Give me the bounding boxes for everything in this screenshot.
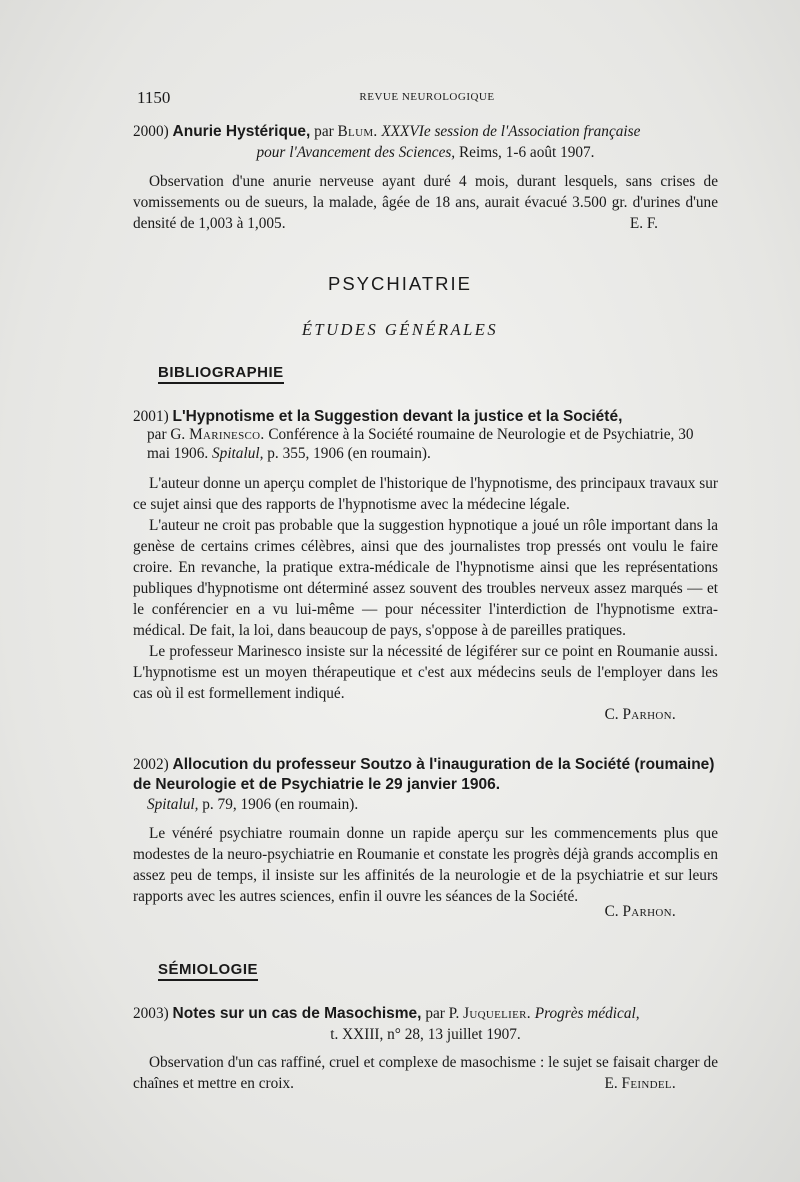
entry-signature: E. F. <box>629 215 658 232</box>
entry-journal: Spitalul, <box>147 796 199 813</box>
entry-number: 2001) <box>133 408 169 425</box>
entry-author: Marinesco. <box>189 426 265 443</box>
entry-signature: E. Feindel. <box>604 1075 676 1092</box>
heading-semiologie: SÉMIOLOGIE <box>158 961 258 981</box>
entry-title: Anurie Hystérique, <box>172 123 311 140</box>
entry-author: Blum. <box>337 123 378 140</box>
entry-signature: C. Parhon. <box>604 903 676 920</box>
subsection-title: ÉTUDES GÉNÉRALES <box>301 320 499 339</box>
entry-heading: 2000) Anurie Hystérique, par Blum. XXXVIe session de l'Association française pour l'Avancement des Sciences, Reims, 1-6 août 1907. <box>133 123 641 161</box>
entry-journal: Spitalul, <box>212 445 264 462</box>
entry-paragraph: L'auteur donne un aperçu complet de l'historique de l'hypnotisme, des principaux travaux sur ce sujet ainsi que des rapports de l'hypnotisme avec la médecine légale. <box>133 475 718 513</box>
entry-title: Notes sur un cas de Masochisme, <box>172 1005 422 1022</box>
entry-number: 2000) <box>133 123 169 140</box>
heading-bibliographie: BIBLIOGRAPHIE <box>158 364 284 384</box>
entry-body: Le vénéré psychiatre roumain donne un rapide aperçu sur les commencements plus que modestes de la neuro-psychiatrie en Roumanie et constate les progrès déjà grands accomplis en assez peu de temps, il insiste sur les affinités de la neurologie et de la psychiatrie et sur leurs rapports avec les autres sciences, enfin il ouvre les séances de la Société. <box>133 825 718 905</box>
entry-number: 2002) <box>133 756 169 773</box>
entry-journal: Progrès médical, <box>534 1005 640 1022</box>
entry-title: L'Hypnotisme et la Suggestion devant la justice et la Société, <box>172 408 623 425</box>
entry-heading: 2002) Allocution du professeur Soutzo à l'inauguration de la Société (roumaine) de Neurologie et de Psychiatrie le 29 janvier 1906. Spitalul, p. 79, 1906 (en roumain). <box>133 756 715 813</box>
entry-number: 2003) <box>133 1005 169 1022</box>
entry-source: XXXVIe session de l'Association française <box>381 123 641 140</box>
entry-2001 <box>133 406 718 725</box>
page-header <box>137 88 717 108</box>
section-title: PSYCHIATRIE <box>328 273 472 294</box>
entry-heading: 2003) Notes sur un cas de Masochisme, par P. Juquelier. Progrès médical, t. XXIII, n° 28, 13 juillet 1907. <box>133 1005 640 1043</box>
entry-body: Observation d'une anurie nerveuse ayant duré 4 mois, durant lesquels, sans crises de vomissements ou de sueurs, la malade, âgée de 18 ans, aurait évacué 3.500 gr. d'urines d'une densité de 1,003 à 1,005. <box>133 173 718 232</box>
entry-paragraph: L'auteur ne croit pas probable que la suggestion hypnotique a joué un rôle important dans la genèse de certains crimes célèbres, ainsi que des journalistes trop pressés ont voulu le faire croire. En revanche, la pratique extra-médicale de l'hypnotisme ainsi que les représentations publiques d'hypnotisme ont déterminé assez souvent des troubles nerveux assez marqués — et le conférencier en a vu lui-même — pour nécessiter l'interdiction de l'hypnotisme extra-médical. De fait, la loi, dans beaucoup de pays, s'oppose à de pareilles pratiques. <box>133 517 718 639</box>
entry-heading: 2001) L'Hypnotisme et la Suggestion devant la justice et la Société, par G. Marinesco. Conférence à la Société roumaine de Neurologie et de Psychiatrie, 30 mai 1906. Spitalul, p. 355, 1906 (en roumain). <box>133 408 694 462</box>
entry-author: Juquelier. <box>463 1005 531 1022</box>
entry-body: Observation d'un cas raffiné, cruel et complexe de masochisme : le sujet se faisait charger de chaînes et mettre en croix. <box>133 1054 718 1092</box>
entry-2000 <box>133 121 718 234</box>
entry-2003 <box>133 1003 718 1094</box>
page-number: 1150 <box>137 88 171 107</box>
entry-title: Allocution du professeur Soutzo à l'inauguration de la Société (roumaine) de Neurologie et de Psychiatrie le 29 janvier 1906. <box>133 756 715 793</box>
entry-signature: C. Parhon. <box>604 706 676 723</box>
running-title: REVUE NEUROLOGIQUE <box>359 91 495 103</box>
entry-paragraph: Le professeur Marinesco insiste sur la nécessité de légiférer sur ce point en Roumanie aussi. L'hypnotisme est un moyen thérapeutique et c'est aux médecins seuls de l'employer dans les cas où il est formellement indiqué. <box>133 643 718 702</box>
entry-2002 <box>133 755 718 920</box>
